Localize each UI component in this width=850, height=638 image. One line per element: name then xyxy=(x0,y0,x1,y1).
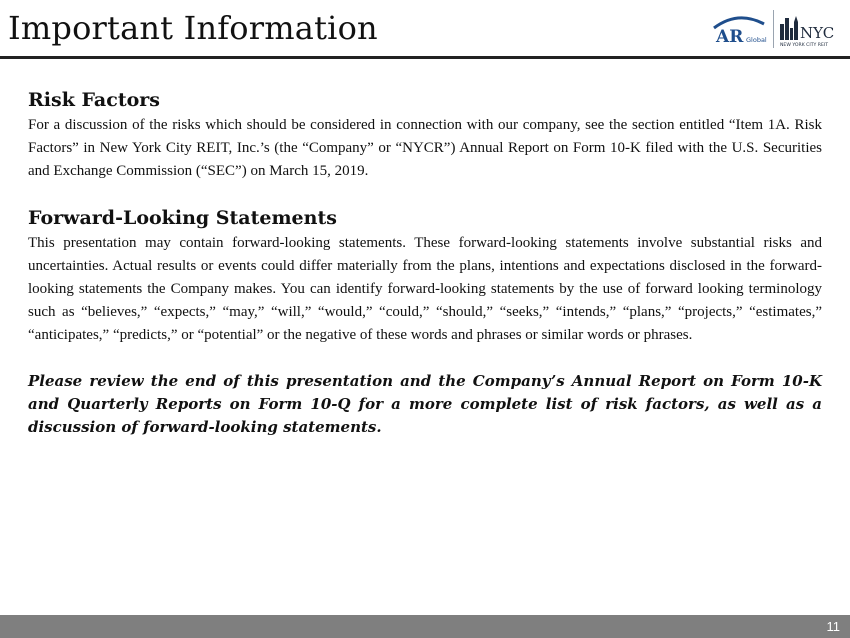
page-title: Important Information xyxy=(8,9,378,47)
ar-logo-subtext: Global xyxy=(746,36,767,44)
nyc-logo-subtext: NEW YORK CITY REIT xyxy=(780,43,829,48)
risk-factors-body: For a discussion of the risks which should be considered in connection with our company, see the section entitled “Item 1A. Risk Factors” in New York City REIT, Inc.’s (the “Company” or “NYCR”) Annual Report on Form 10-K filed with the U.S. Securities and Exchange Commission (“SEC”) on March 15, 2019. xyxy=(28,117,822,179)
risk-factors-heading: Risk Factors xyxy=(28,89,160,111)
logo-divider xyxy=(773,10,774,48)
forward-looking-body: This presentation may contain forward-looking statements. These forward-looking statements involve substantial risks and uncertainties. Actual results or events could differ materially from the plans, intentions and expectations disclosed in the forward-looking statements the Company makes. You can identify forward-looking statements by the use of forward looking terminology such as “believes,” “expects,” “may,” “will,” “would,” “could,” “should,” “seeks,” “intends,” “plans,” “projects,” “estimates,” “anticipates,” “predicts,” or “potential” or the negative of these words and phrases or similar words or phrases. xyxy=(28,235,822,343)
nyc-reit-logo xyxy=(778,10,844,48)
spacer xyxy=(28,347,822,370)
main-content xyxy=(28,88,822,439)
slide-header xyxy=(0,0,850,58)
spacer xyxy=(28,183,822,206)
skyline-icon xyxy=(780,16,798,40)
forward-looking-heading: Forward-Looking Statements xyxy=(28,207,337,229)
header-divider xyxy=(0,56,850,59)
review-note: Please review the end of this presentation and the Company’s Annual Report on Form 10-K and Quarterly Reports on Form 10-Q for a more complete list of risk factors, as well as a discussion of forward-looking statements. xyxy=(28,372,822,436)
ar-global-logo xyxy=(708,12,772,48)
nyc-logo-text: NYC xyxy=(800,24,835,42)
ar-logo-text: AR xyxy=(716,27,744,47)
page-number: 11 xyxy=(826,619,840,634)
footer-bar xyxy=(0,615,850,638)
logo-group xyxy=(708,8,844,50)
